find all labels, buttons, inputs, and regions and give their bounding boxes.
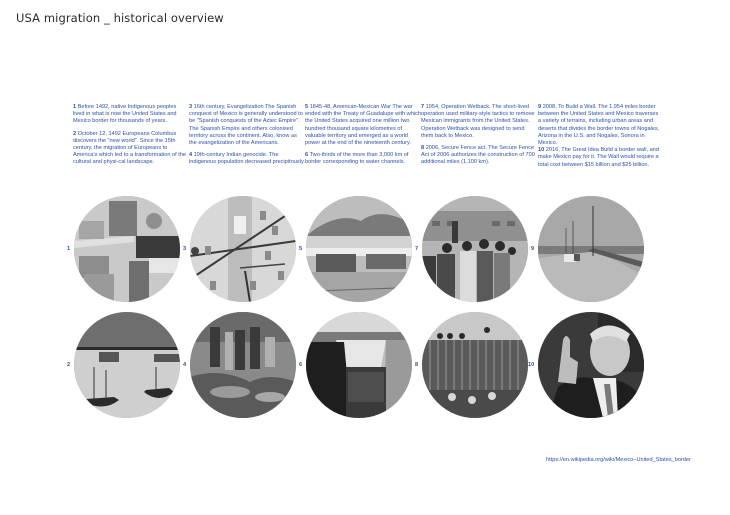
image-number: 1 bbox=[67, 246, 71, 252]
image-number: 7 bbox=[415, 246, 419, 252]
text-column-5 bbox=[538, 104, 660, 174]
portrait-photo-image bbox=[538, 312, 644, 418]
entry-body: Build a border wall, and make Mexico pay for it. The Wall would require a total cost between $15 billion and $25 billion. bbox=[538, 147, 659, 168]
image-operation-wetback bbox=[422, 196, 528, 302]
entry-heading: 1845-48, American-Mexican War bbox=[309, 104, 391, 110]
text-column-4 bbox=[421, 104, 537, 172]
image-number: 3 bbox=[183, 246, 187, 252]
entry-body: Columbus discovers the "new world". Since the 15th century, the migration of Europeans to America's which led to a transformation of the cultural and physi-cal landscape. bbox=[73, 130, 186, 166]
deportees-photo-image bbox=[422, 196, 528, 302]
image-number: 4 bbox=[183, 362, 187, 368]
image-number: 2 bbox=[67, 362, 71, 368]
image-aztec-map bbox=[190, 196, 296, 302]
border-road-photo-image bbox=[538, 196, 644, 302]
fence-crowd-photo-image bbox=[422, 312, 528, 418]
image-number: 8 bbox=[415, 362, 419, 368]
image-politician-portrait bbox=[538, 312, 644, 418]
entry-number: 9 bbox=[538, 104, 542, 110]
entry-heading: 1954, Operation Wetback. The bbox=[425, 104, 502, 110]
battle-painting-image bbox=[306, 196, 412, 302]
entry-heading: 19th-century Indian genocide. bbox=[193, 152, 268, 159]
entry-heading: 16th century, Evangelization bbox=[193, 104, 264, 110]
page-title: USA migration _ historical overview bbox=[16, 11, 224, 25]
entry-number: 7 bbox=[421, 104, 425, 110]
entry-body: peoples lived in what is now the United States and Mexico border for thousands of years. bbox=[73, 104, 177, 125]
source-link[interactable]: https://en.wikipedia.org/wiki/Mexico–United_States_border bbox=[546, 457, 691, 463]
map-engraving-image bbox=[190, 196, 296, 302]
entry-number: 8 bbox=[421, 145, 425, 152]
entry-body: The indigenous population decreased precipitously. bbox=[189, 152, 305, 166]
text-column-3 bbox=[305, 104, 421, 172]
image-border-road bbox=[538, 196, 644, 302]
image-dam-canyon bbox=[306, 312, 412, 418]
image-number: 6 bbox=[299, 362, 303, 368]
entry-body: The war ended with the Treaty of Guadalupe with which the United States acquired one million two hundred thousand square kilometres of valuable territory and emerged as a world power at the end of the nineteenth century. bbox=[305, 104, 421, 147]
image-border-fence bbox=[422, 312, 528, 418]
image-indigenous-engraving bbox=[190, 312, 296, 418]
entry-number: 4 bbox=[189, 152, 193, 159]
entry-heading: Two-thirds of the more than 3,000 bbox=[309, 152, 394, 159]
entry-number: 5 bbox=[305, 104, 309, 110]
image-columbus-ships bbox=[74, 312, 180, 418]
entry-heading: 2008, To Build a Wall. bbox=[542, 104, 597, 110]
dam-photo-image bbox=[306, 312, 412, 418]
text-column-1 bbox=[73, 104, 189, 172]
engraving-village-image bbox=[74, 196, 180, 302]
image-war-landscape bbox=[306, 196, 412, 302]
image-number: 10 bbox=[528, 362, 535, 368]
image-number: 9 bbox=[531, 246, 535, 252]
entry-number: 2 bbox=[73, 130, 77, 137]
entry-body: The Spanish conquest of Mexico is generally understood to be "Spanish conquests of the Aztec Empire". The Spanish Empire and others colonised territory across the continent. Also, know as the evangelization of the Americans. bbox=[189, 104, 303, 147]
entry-number: 1 bbox=[73, 104, 77, 110]
ships-engraving-image bbox=[74, 312, 180, 418]
entry-number: 3 bbox=[189, 104, 193, 110]
entry-heading: Before 1492, native Indigenous bbox=[77, 104, 156, 110]
image-colonial-village bbox=[74, 196, 180, 302]
entry-body: The Secure Fence Act of 2006 authorizes the construction of 700 additional miles (1,100 km). bbox=[421, 145, 535, 166]
entry-number: 6 bbox=[305, 152, 309, 159]
entry-heading: October 12, 1492 Europeans bbox=[77, 130, 150, 137]
text-column-2 bbox=[189, 104, 305, 172]
entry-heading: 2006, Secure Fence act. bbox=[425, 145, 487, 152]
entry-heading: 2016, The Great Idea bbox=[545, 147, 599, 154]
entry-body: km of border corresponding to water channels. bbox=[305, 152, 409, 166]
entry-body: The 1,954 miles border between the United States and Mexico traverses a variety of terrains, including urban areas and deserts that divides the border towns of Nogales, Arizona in the U.S. and Nogales, Sonora in Mexico. bbox=[538, 104, 660, 147]
genocide-engraving-image bbox=[190, 312, 296, 418]
image-number: 5 bbox=[299, 246, 303, 252]
entry-body: short-lived operation used military-style tactics to remove Mexican immigrants from the United States. Operation Wetback was designed to send them back to Mexico. bbox=[421, 104, 535, 139]
entry-number: 10 bbox=[538, 147, 545, 154]
